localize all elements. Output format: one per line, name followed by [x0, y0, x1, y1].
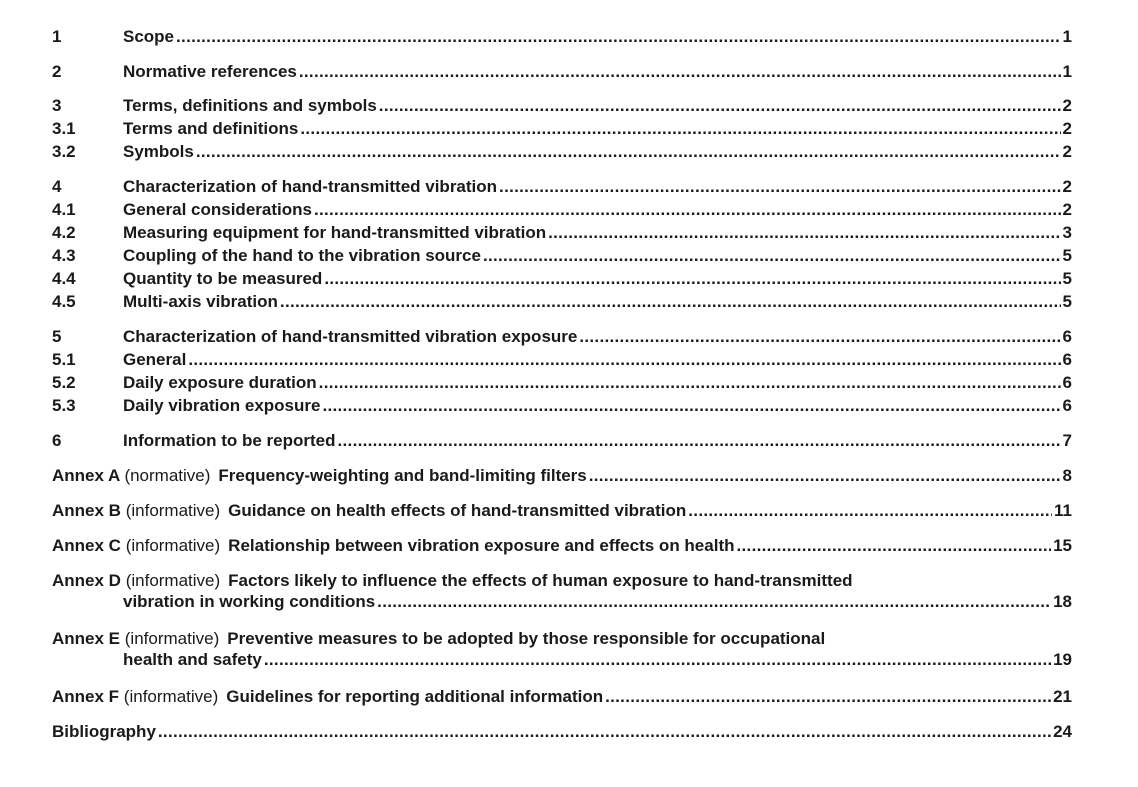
toc-page-number: 18 — [1053, 592, 1072, 611]
annex-category: (informative) — [125, 501, 221, 520]
toc-entry-4-5[interactable] — [52, 291, 1072, 312]
toc-annex-e[interactable] — [52, 628, 1072, 671]
dot-leader — [300, 118, 1060, 139]
toc-page-number: 7 — [1062, 431, 1072, 450]
annex-category: (informative) — [123, 687, 219, 706]
toc-title: Guidelines for reporting additional information — [226, 687, 604, 706]
toc-entry-5-3[interactable] — [52, 395, 1072, 416]
toc-entry-3-1[interactable] — [52, 118, 1072, 139]
annex-category: (informative) — [125, 536, 221, 555]
dot-leader — [322, 395, 1060, 416]
toc-page-number: 24 — [1053, 722, 1072, 741]
toc-bibliography[interactable] — [52, 721, 1072, 742]
dot-leader — [379, 95, 1061, 116]
toc-title: Daily exposure duration — [123, 373, 317, 392]
toc-number: 1 — [52, 27, 62, 46]
dot-leader — [737, 535, 1052, 556]
toc-page-number: 2 — [1062, 200, 1072, 219]
toc-title: Multi-axis vibration — [123, 292, 278, 311]
toc-entry-3-2[interactable] — [52, 141, 1072, 162]
toc-number: 4.2 — [52, 223, 76, 242]
toc-page-number: 2 — [1062, 96, 1072, 115]
toc-page-number: 2 — [1062, 142, 1072, 161]
toc-title: Relationship between vibration exposure and effects on health — [228, 536, 735, 555]
toc-annex-a[interactable] — [52, 465, 1072, 486]
toc-entry-4-3[interactable] — [52, 245, 1072, 266]
annex-prefix — [52, 686, 218, 707]
toc-page-number: 1 — [1062, 62, 1072, 81]
toc-page-number: 5 — [1062, 292, 1072, 311]
toc-title: Normative references — [123, 62, 297, 81]
dot-leader — [176, 26, 1061, 47]
annex-label: Annex A — [52, 466, 120, 485]
toc-title: Preventive measures to be adopted by those responsible for occupational — [227, 629, 826, 648]
toc-entry-5-1[interactable] — [52, 349, 1072, 370]
annex-label: Annex E — [52, 629, 121, 648]
toc-title: Characterization of hand-transmitted vibration — [123, 177, 498, 196]
toc-page-number: 2 — [1062, 177, 1072, 196]
dot-leader — [314, 199, 1061, 220]
toc-number: 3.2 — [52, 142, 76, 161]
annex-label: Annex B — [52, 501, 121, 520]
toc-title-continuation: health and safety — [123, 650, 262, 669]
dot-leader — [338, 430, 1061, 451]
dot-leader — [499, 176, 1060, 197]
toc-entry-4-1[interactable] — [52, 199, 1072, 220]
toc-page-number: 6 — [1062, 327, 1072, 346]
toc-title: Frequency-weighting and band-limiting filters — [218, 466, 587, 485]
toc-title: Daily vibration exposure — [123, 396, 321, 415]
annex-prefix — [52, 628, 219, 649]
toc-title: Scope — [123, 27, 175, 46]
toc-number: 4.3 — [52, 246, 76, 265]
toc-number: 5 — [52, 327, 62, 346]
annex-label: Annex D — [52, 571, 121, 590]
toc-number: 5.1 — [52, 350, 76, 369]
annex-prefix — [52, 500, 220, 521]
toc-title: Symbols — [123, 142, 194, 161]
toc-title: Terms, definitions and symbols — [123, 96, 377, 115]
toc-number: 4.4 — [52, 269, 76, 288]
dot-leader — [264, 649, 1051, 670]
toc-page-number: 2 — [1062, 119, 1072, 138]
toc-entry-2[interactable] — [52, 61, 1072, 82]
toc-page-number: 15 — [1053, 536, 1072, 555]
toc-annex-f[interactable] — [52, 686, 1072, 707]
toc-entry-3[interactable] — [52, 95, 1072, 116]
toc-entry-6[interactable] — [52, 430, 1072, 451]
dot-leader — [299, 61, 1061, 82]
toc-title: General considerations — [123, 200, 312, 219]
toc-page-number: 6 — [1062, 396, 1072, 415]
dot-leader — [688, 500, 1052, 521]
dot-leader — [280, 291, 1061, 312]
toc-title-continuation: vibration in working conditions — [123, 592, 376, 611]
toc-page-number: 6 — [1062, 373, 1072, 392]
toc-number: 5.2 — [52, 373, 76, 392]
toc-entry-1[interactable] — [52, 26, 1072, 47]
toc-entry-4-2[interactable] — [52, 222, 1072, 243]
toc-title: Factors likely to influence the effects of human exposure to hand-transmitted — [228, 571, 853, 590]
annex-category: (informative) — [125, 571, 221, 590]
toc-page-number: 5 — [1062, 269, 1072, 288]
toc-page-number: 21 — [1053, 687, 1072, 706]
toc-entry-4-4[interactable] — [52, 268, 1072, 289]
annex-prefix — [52, 535, 220, 556]
dot-leader — [196, 141, 1061, 162]
dot-leader — [548, 222, 1060, 243]
toc-page-number: 19 — [1053, 650, 1072, 669]
toc-page-number: 11 — [1054, 501, 1072, 520]
toc-entry-5[interactable] — [52, 326, 1072, 347]
toc-number: 3 — [52, 96, 62, 115]
toc-annex-c[interactable] — [52, 535, 1072, 556]
toc-annex-b[interactable] — [52, 500, 1072, 521]
dot-leader — [158, 721, 1051, 742]
toc-title: Coupling of the hand to the vibration source — [123, 246, 481, 265]
dot-leader — [605, 686, 1051, 707]
toc-number: 5.3 — [52, 396, 76, 415]
toc-page-number: 3 — [1062, 223, 1072, 242]
toc-title: Characterization of hand-transmitted vibration exposure — [123, 327, 578, 346]
annex-label: Annex F — [52, 687, 120, 706]
toc-number: 3.1 — [52, 119, 76, 138]
toc-title: Information to be reported — [123, 431, 336, 450]
toc-page-number: 5 — [1062, 246, 1072, 265]
toc-number: 4.1 — [52, 200, 76, 219]
dot-leader — [324, 268, 1060, 289]
annex-category: (normative) — [124, 466, 211, 485]
toc-annex-d[interactable] — [52, 570, 1072, 613]
toc-title: Terms and definitions — [123, 119, 299, 138]
toc-title: Guidance on health effects of hand-transmitted vibration — [228, 501, 687, 520]
dot-leader — [579, 326, 1060, 347]
toc-title: General — [123, 350, 187, 369]
toc-number: 6 — [52, 431, 62, 450]
annex-category: (informative) — [124, 629, 220, 648]
toc-number: 4 — [52, 177, 62, 196]
annex-label: Annex C — [52, 536, 121, 555]
toc-title: Bibliography — [52, 722, 156, 741]
toc-entry-4[interactable] — [52, 176, 1072, 197]
toc-number: 2 — [52, 62, 62, 81]
dot-leader — [377, 591, 1051, 612]
dot-leader — [589, 465, 1061, 486]
dot-leader — [319, 372, 1061, 393]
toc-page-number: 6 — [1062, 350, 1072, 369]
toc-page-number: 1 — [1062, 27, 1072, 46]
annex-prefix — [52, 465, 210, 486]
toc-entry-5-2[interactable] — [52, 372, 1072, 393]
dot-leader — [483, 245, 1061, 266]
dot-leader — [188, 349, 1060, 370]
toc-page-number: 8 — [1062, 466, 1072, 485]
toc-title: Quantity to be measured — [123, 269, 323, 288]
toc-number: 4.5 — [52, 292, 76, 311]
annex-prefix — [52, 570, 220, 591]
toc-title: Measuring equipment for hand-transmitted vibration — [123, 223, 547, 242]
